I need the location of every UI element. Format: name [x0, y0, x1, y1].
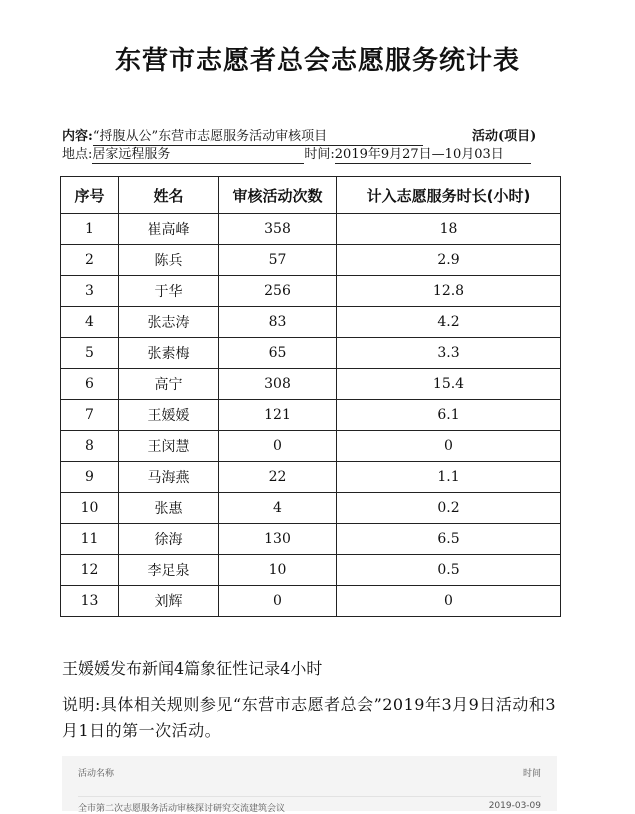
cell-index: 7 [61, 400, 119, 431]
note-explanation: 说明:具体相关规则参见“东营市志愿者总会”2019年3月9日活动和3月1日的第一次活动。 [62, 695, 557, 740]
cell-activity-count: 22 [219, 462, 337, 493]
cell-index: 6 [61, 369, 119, 400]
cell-index: 4 [61, 307, 119, 338]
cell-activity-count: 0 [219, 431, 337, 462]
cell-activity-count: 256 [219, 276, 337, 307]
cell-name: 于华 [119, 276, 219, 307]
activity-list-header [78, 766, 541, 779]
table-row [61, 462, 561, 493]
cell-name: 马海燕 [119, 462, 219, 493]
table-row [61, 338, 561, 369]
table-row [61, 307, 561, 338]
table-row [61, 369, 561, 400]
table-row [61, 431, 561, 462]
cell-name: 徐海 [119, 524, 219, 555]
activity-list-header-time: 时间 [522, 769, 541, 779]
cell-name: 张志涛 [119, 307, 219, 338]
cell-service-hours: 1.1 [337, 462, 561, 493]
cell-service-hours: 0 [337, 586, 561, 617]
cell-index: 1 [61, 214, 119, 245]
meta-content-line [62, 129, 557, 146]
time-label: 时间: [304, 147, 335, 162]
cell-service-hours: 2.9 [337, 245, 561, 276]
table-row [61, 493, 561, 524]
volunteer-stats-table [60, 176, 561, 617]
cell-index: 8 [61, 431, 119, 462]
cell-index: 12 [61, 555, 119, 586]
cell-activity-count: 4 [219, 493, 337, 524]
cell-name: 张素梅 [119, 338, 219, 369]
cell-index: 11 [61, 524, 119, 555]
place-label: 地点: [62, 147, 93, 162]
cell-index: 9 [61, 462, 119, 493]
table-row [61, 276, 561, 307]
page-title: 东营市志愿者总会志愿服务统计表 [114, 46, 520, 76]
cell-name: 崔高峰 [119, 214, 219, 245]
cell-service-hours: 0 [337, 431, 561, 462]
table-row [61, 214, 561, 245]
table-row [61, 555, 561, 586]
cell-service-hours: 15.4 [337, 369, 561, 400]
table-row [61, 245, 561, 276]
header-name: 姓名 [119, 177, 219, 214]
activity-list-row-name[interactable]: 全市第二次志愿服务活动审核探讨研究交流建筑会议 [78, 804, 286, 814]
table-row [61, 524, 561, 555]
cell-service-hours: 18 [337, 214, 561, 245]
cell-name: 高宁 [119, 369, 219, 400]
cell-service-hours: 0.5 [337, 555, 561, 586]
activity-list-header-name: 活动名称 [78, 769, 115, 779]
header-activity-count: 审核活动次数 [219, 177, 337, 214]
activity-label: 活动(项目) [472, 129, 537, 144]
cell-activity-count: 358 [219, 214, 337, 245]
cell-activity-count: 10 [219, 555, 337, 586]
cell-name: 陈兵 [119, 245, 219, 276]
cell-service-hours: 3.3 [337, 338, 561, 369]
meta-place-time-line [62, 147, 557, 164]
cell-activity-count: 308 [219, 369, 337, 400]
cell-index: 10 [61, 493, 119, 524]
cell-activity-count: 65 [219, 338, 337, 369]
cell-name: 刘辉 [119, 586, 219, 617]
cell-activity-count: 83 [219, 307, 337, 338]
header-index: 序号 [61, 177, 119, 214]
cell-name: 李足泉 [119, 555, 219, 586]
table-row [61, 400, 561, 431]
cell-name: 张惠 [119, 493, 219, 524]
cell-index: 5 [61, 338, 119, 369]
cell-service-hours: 6.1 [337, 400, 561, 431]
cell-name: 王媛媛 [119, 400, 219, 431]
table-header-row [61, 177, 561, 214]
activity-list-panel [62, 756, 557, 814]
cell-index: 13 [61, 586, 119, 617]
note-news: 王媛媛发布新闻4篇象征性记录4小时 [62, 659, 323, 678]
content-label: 内容: [62, 129, 93, 144]
cell-activity-count: 121 [219, 400, 337, 431]
place-value: 居家远程服务 [92, 147, 304, 164]
header-service-hours: 计入志愿服务时长(小时) [337, 177, 561, 214]
time-value: 2019年9月27日—10月03日 [335, 147, 531, 164]
cell-service-hours: 12.8 [337, 276, 561, 307]
cell-service-hours: 6.5 [337, 524, 561, 555]
cell-index: 2 [61, 245, 119, 276]
cell-activity-count: 57 [219, 245, 337, 276]
cell-name: 王闵慧 [119, 431, 219, 462]
content-value: “捋腹从公”东营市志愿服务活动审核项目 [93, 129, 423, 146]
cell-service-hours: 4.2 [337, 307, 561, 338]
cell-activity-count: 130 [219, 524, 337, 555]
table-row [61, 586, 561, 617]
activity-list-row[interactable] [78, 796, 541, 814]
cell-activity-count: 0 [219, 586, 337, 617]
cell-service-hours: 0.2 [337, 493, 561, 524]
cell-index: 3 [61, 276, 119, 307]
activity-list-row-time: 2019-03-09 [488, 801, 541, 811]
table-body [61, 214, 561, 617]
